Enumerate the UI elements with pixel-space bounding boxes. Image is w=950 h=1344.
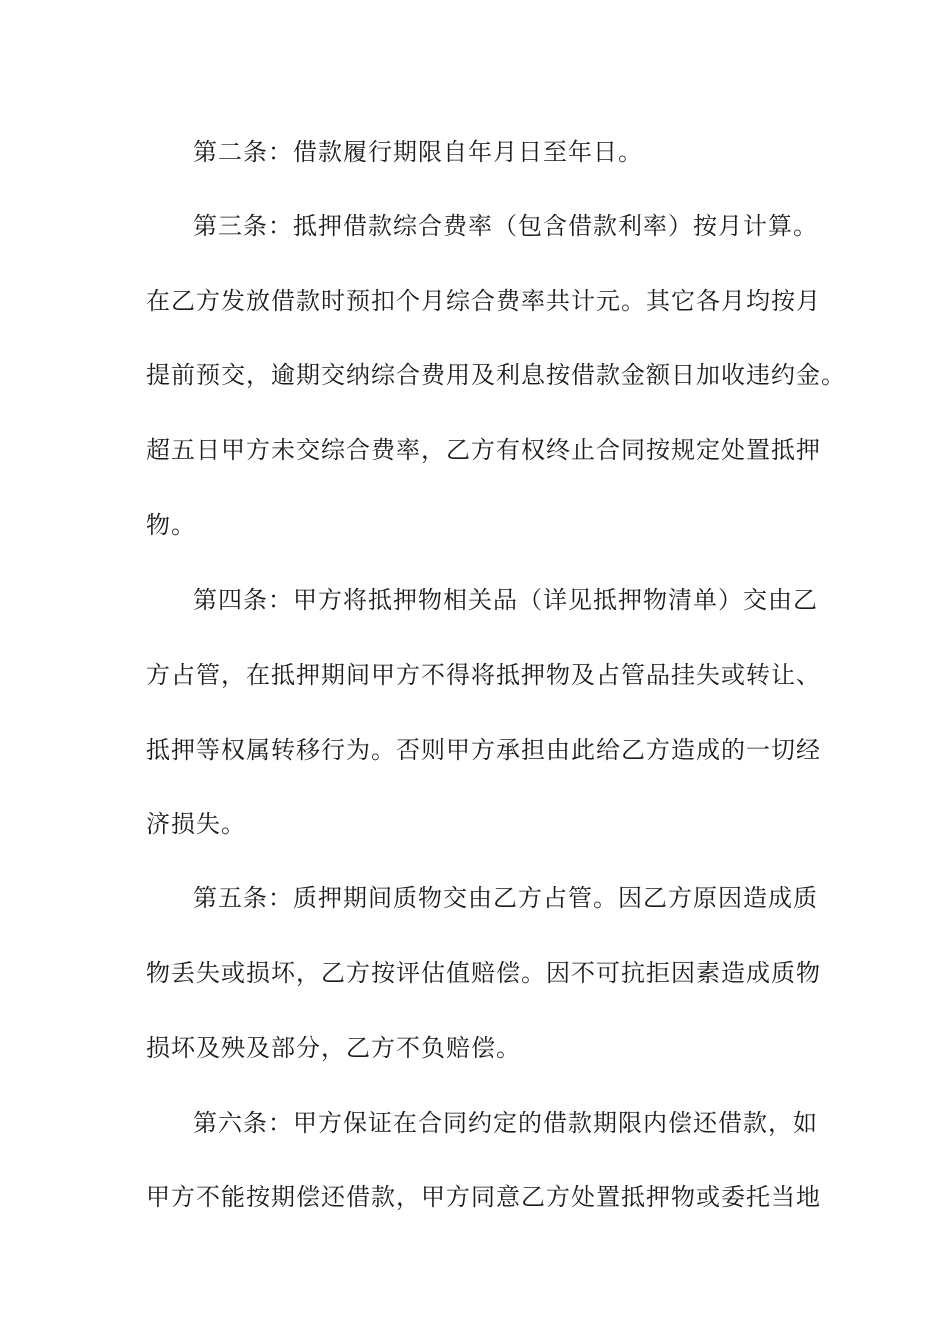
paragraph-line: 第二条：借款履行期限自年月日至年日。 [193, 138, 643, 166]
paragraph-line: 方占管，在抵押期间甲方不得将抵押物及占管品挂失或转让、 [146, 661, 821, 689]
paragraph-line: 济损失。 [146, 810, 246, 838]
paragraph-line: 超五日甲方未交综合费率，乙方有权终止合同按规定处置抵押 [146, 436, 821, 464]
paragraph-line: 物。 [146, 511, 196, 539]
paragraph-line: 在乙方发放借款时预扣个月综合费率共计元。其它各月均按月 [146, 287, 821, 315]
paragraph-line: 第四条：甲方将抵押物相关品（详见抵押物清单）交由乙 [193, 586, 818, 614]
paragraph-line: 第五条：质押期间质物交由乙方占管。因乙方原因造成质 [193, 884, 818, 912]
paragraph-line: 损坏及殃及部分，乙方不负赔偿。 [146, 1034, 521, 1062]
paragraph-line: 第六条：甲方保证在合同约定的借款期限内偿还借款，如 [193, 1109, 818, 1137]
paragraph-line: 提前预交，逾期交纳综合费用及利息按借款金额日加收违约金。 [146, 361, 846, 389]
paragraph-line: 甲方不能按期偿还借款，甲方同意乙方处置抵押物或委托当地 [146, 1183, 821, 1211]
paragraph-line: 第三条：抵押借款综合费率（包含借款利率）按月计算。 [193, 212, 818, 240]
paragraph-line: 抵押等权属转移行为。否则甲方承担由此给乙方造成的一切经 [146, 736, 821, 764]
paragraph-line: 物丢失或损坏，乙方按评估值赔偿。因不可抗拒因素造成质物 [146, 959, 821, 987]
